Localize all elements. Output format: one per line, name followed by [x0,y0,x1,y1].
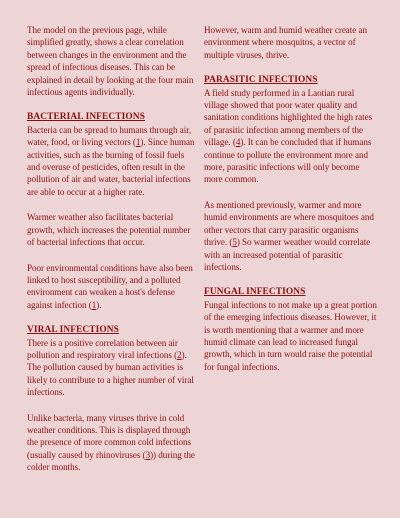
parasitic-paragraph-2: As mentioned previously, warmer and more humid environments are where mosquitoes and other vectors that carry parasitic organisms thrive. (5) So warmer weather would correlate with an increased potential of parasitic infections. [204,199,374,272]
bacterial-paragraph-2: Warmer weather also facilitates bacterial growth, which increases the potential number of bacterial infections that occur. [27,212,191,248]
citation-link[interactable]: 5 [232,237,237,248]
bacterial-paragraph-1: Bacteria can be spread to humans through air, water, food, or living vectors (1). Since human activities, such as the burning of fossil fuels and overuse of pesticides, often result in the pollution of air and water, bacterial infections are able to occur at a higher rate. [27,124,195,197]
citation-link[interactable]: 1 [91,299,97,310]
citation-link[interactable]: 2 [177,349,182,360]
viral-heading: VIRAL INFECTIONS [27,325,119,336]
citation-link[interactable]: 1 [135,137,141,148]
viral-paragraph-1: There is a positive correlation between air pollution and respiratory viral infections (2). The pollution caused by human activities is likely to contribute to a higher number of viral infections. [27,337,194,398]
citation-link[interactable]: 3 [145,449,151,460]
mosquito-paragraph: However, warm and humid weather create an environment where mosquitos, a vector of multiple viruses, thrive. [204,25,367,60]
bacterial-paragraph-3: Poor environmental conditions have also been linked to host susceptibility, and a polluted environment can weaken a host's defense against infection (1). [27,262,193,310]
fungal-paragraph-1: Fungal infections to not make up a great portion of the emerging infectious diseases. However, it is worth mentioning that a warmer and more humid climate can lead to increased fungal growth, which in turn would raise the potential for fungal infections. [204,299,377,372]
intro-paragraph: The model on the previous page, while simplified greatly, shows a clear correlation between changes in the environment and the spread of infectious diseases. This can be explained in detail by looking at the four main infectious agents individually. [27,25,194,98]
parasitic-heading: PARASITIC INFECTIONS [204,75,318,86]
citation-link[interactable]: 4 [235,137,241,148]
parasitic-paragraph-1: A field study performed in a Laotian rural village showed that poor water quality and sanitation conditions highlighted the high rates of parasitic infection among members of the village. (4). It can be concluded that if humans continue to pollute the environment more and more, parasitic infections will only become more common. [204,87,373,185]
fungal-heading: FUNGAL INFECTIONS [204,287,306,298]
bacterial-heading: BACTERIAL INFECTIONS [27,112,145,123]
viral-paragraph-2: Unlike bacteria, many viruses thrive in cold weather conditions. This is displayed through the presence of more common cold infections (usually caused by rhinoviruses (3)) during the colder months. [27,412,195,473]
left-column [27,24,199,487]
right-column [204,24,378,386]
